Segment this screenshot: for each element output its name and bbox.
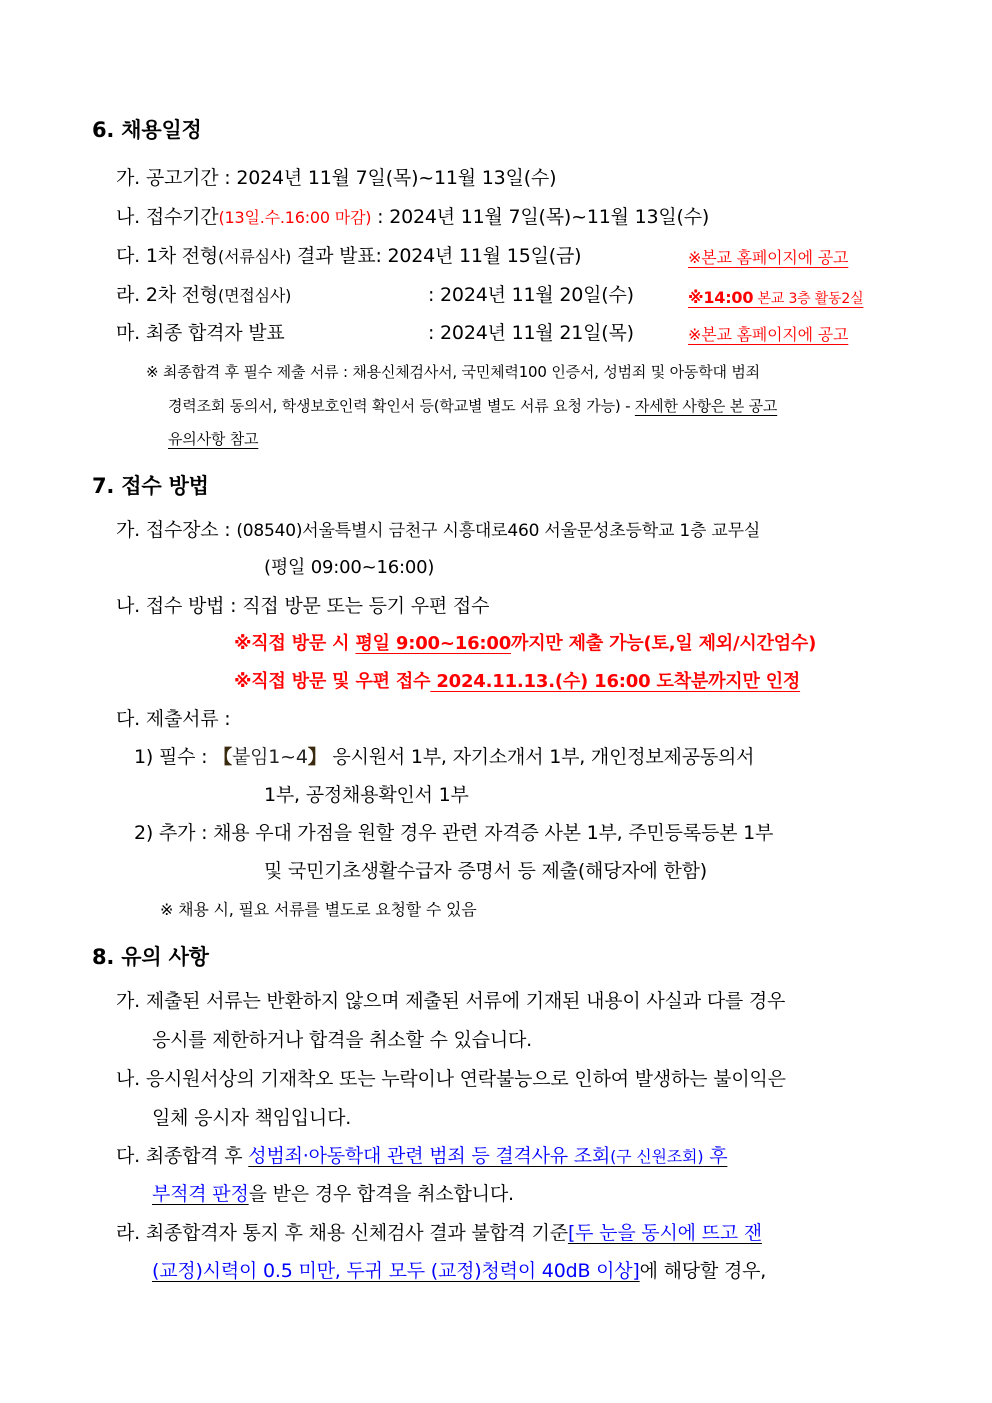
deadline-note: (13일.수.16:00 마감)	[218, 208, 372, 227]
caution-a-line1: 가. 제출된 서류는 반환하지 않으며 제출된 서류에 기재된 내용이 사실과 다를 경우	[116, 990, 786, 1012]
row-label: 가. 접수장소	[116, 519, 219, 541]
caution-c-line1: 다. 최종합격 후 성범죄·아동학대 관련 범죄 등 결격사유 조회(구 신원조회) 후	[116, 1145, 728, 1167]
caution-d-line2: (교정)시력이 0.5 미만, 두귀 모두 (교정)청력이 40dB 이상]에 해당할 경우,	[152, 1260, 767, 1282]
visit-hours-warning: ※직접 방문 시 평일 9:00~16:00까지만 제출 가능(토,일 제외/시간엄수)	[234, 633, 817, 654]
caution-c-line2: 부적격 판정을 받은 경우 합격을 취소합니다.	[152, 1183, 514, 1205]
row-label: 나. 접수기간	[116, 206, 219, 228]
row-label: 라. 2차 전형	[116, 284, 219, 306]
documents-label: 다. 제출서류 :	[116, 708, 231, 730]
caution-d-line1: 라. 최종합격자 통지 후 채용 신체검사 결과 불합격 기준[두 눈을 동시에 뜨고 잰	[116, 1222, 762, 1244]
second-round-date: : 2024년 11월 20일(수)	[428, 284, 634, 306]
section-7-title: 7. 접수 방법	[92, 474, 209, 498]
additional-documents: 2) 추가 : 채용 우대 가점을 원할 경우 관련 자격증 사본 1부, 주민등록등본 1부	[134, 822, 774, 844]
reception-method: 나. 접수 방법 : 직접 방문 또는 등기 우편 접수	[116, 595, 490, 617]
caution-a-line2: 응시를 제한하거나 합격을 취소할 수 있습니다.	[152, 1029, 532, 1051]
row-value: 2024년 11월 7일(목)~11월 13일(수)	[389, 206, 710, 228]
row-value: 2024년 11월 15일(금)	[387, 245, 582, 267]
required-docs-notice-line1: ※ 최종합격 후 필수 제출 서류 : 채용신체검사서, 국민체력100 인증서, 성범죄 및 아동학대 범죄	[146, 363, 760, 381]
row-label: 나. 접수 방법	[116, 595, 225, 617]
schedule-row-announcement: 가. 공고기간 : 2024년 11월 7일(목)~11월 13일(수)	[116, 167, 557, 189]
required-docs-notice-line3: 유의사항 참고	[168, 430, 259, 448]
medical-criteria-text: [두 눈을 동시에 뜨고 잰	[567, 1222, 762, 1244]
caution-b-line2: 일체 응시자 책임입니다.	[152, 1107, 352, 1129]
address: (08540)서울특별시 금천구 시흥대로460 서울문성초등학교 1층 교무실	[236, 521, 761, 541]
section-8-title: 8. 유의 사항	[92, 945, 209, 969]
interview-location-note: ※14:00 본교 3층 활동2실	[688, 288, 864, 307]
schedule-row-first-round: 다. 1차 전형(서류심사) 결과 발표: 2024년 11월 15일(금)	[116, 245, 582, 267]
attachment-ref: 붙임1~4	[231, 746, 308, 768]
required-documents: 1) 필수 : 【붙임1~4】 응시원서 1부, 자기소개서 1부, 개인정보제공동의서	[134, 746, 755, 768]
row-value: 2024년 11월 7일(목)~11월 13일(수)	[236, 167, 557, 189]
schedule-row-application: 나. 접수기간(13일.수.16:00 마감) : 2024년 11월 7일(목)~11월 13일(수)	[116, 206, 710, 228]
reception-hours: (평일 09:00~16:00)	[264, 557, 435, 578]
required-documents-cont: 1부, 공정채용확인서 1부	[264, 784, 469, 806]
deadline-warning: ※직접 방문 및 우편 접수 2024.11.13.(수) 16:00 도착분까지만 인정	[234, 671, 801, 692]
row-label: 가. 공고기간	[116, 167, 219, 189]
row-value: 2024년 11월 21일(목)	[440, 322, 634, 344]
reception-place: 가. 접수장소 : (08540)서울특별시 금천구 시흥대로460 서울문성초등학교 1층 교무실	[116, 519, 761, 541]
final-date: : 2024년 11월 21일(목)	[428, 322, 634, 344]
homepage-notice: ※본교 홈페이지에 공고	[688, 248, 849, 267]
required-docs-notice-line2: 경력조회 동의서, 학생보호인력 확인서 등(학교별 별도 서류 요청 가능) - 자세한 사항은 본 공고	[168, 397, 778, 415]
row-label: 마. 최종 합격자 발표	[116, 322, 285, 344]
background-check-text: 성범죄·아동학대 관련 범죄 등 결격사유 조회	[248, 1145, 611, 1167]
homepage-notice: ※본교 홈페이지에 공고	[688, 325, 849, 344]
schedule-row-final	[116, 321, 285, 345]
extra-docs-note: ※ 채용 시, 필요 서류를 별도로 요청할 수 있음	[160, 900, 477, 919]
additional-documents-cont: 및 국민기초생활수급자 증명서 등 제출(해당자에 한함)	[264, 860, 708, 882]
section-6-title: 6. 채용일정	[92, 118, 202, 142]
row-label: 다. 1차 전형	[116, 245, 219, 267]
disqualification-text: 부적격 판정	[152, 1183, 249, 1205]
caution-b-line1: 나. 응시원서상의 기재착오 또는 누락이나 연락불능으로 인하여 발생하는 불이익은	[116, 1068, 786, 1090]
row-value: 2024년 11월 20일(수)	[440, 284, 634, 306]
schedule-row-second-round: 라. 2차 전형(면접심사)	[116, 284, 292, 306]
